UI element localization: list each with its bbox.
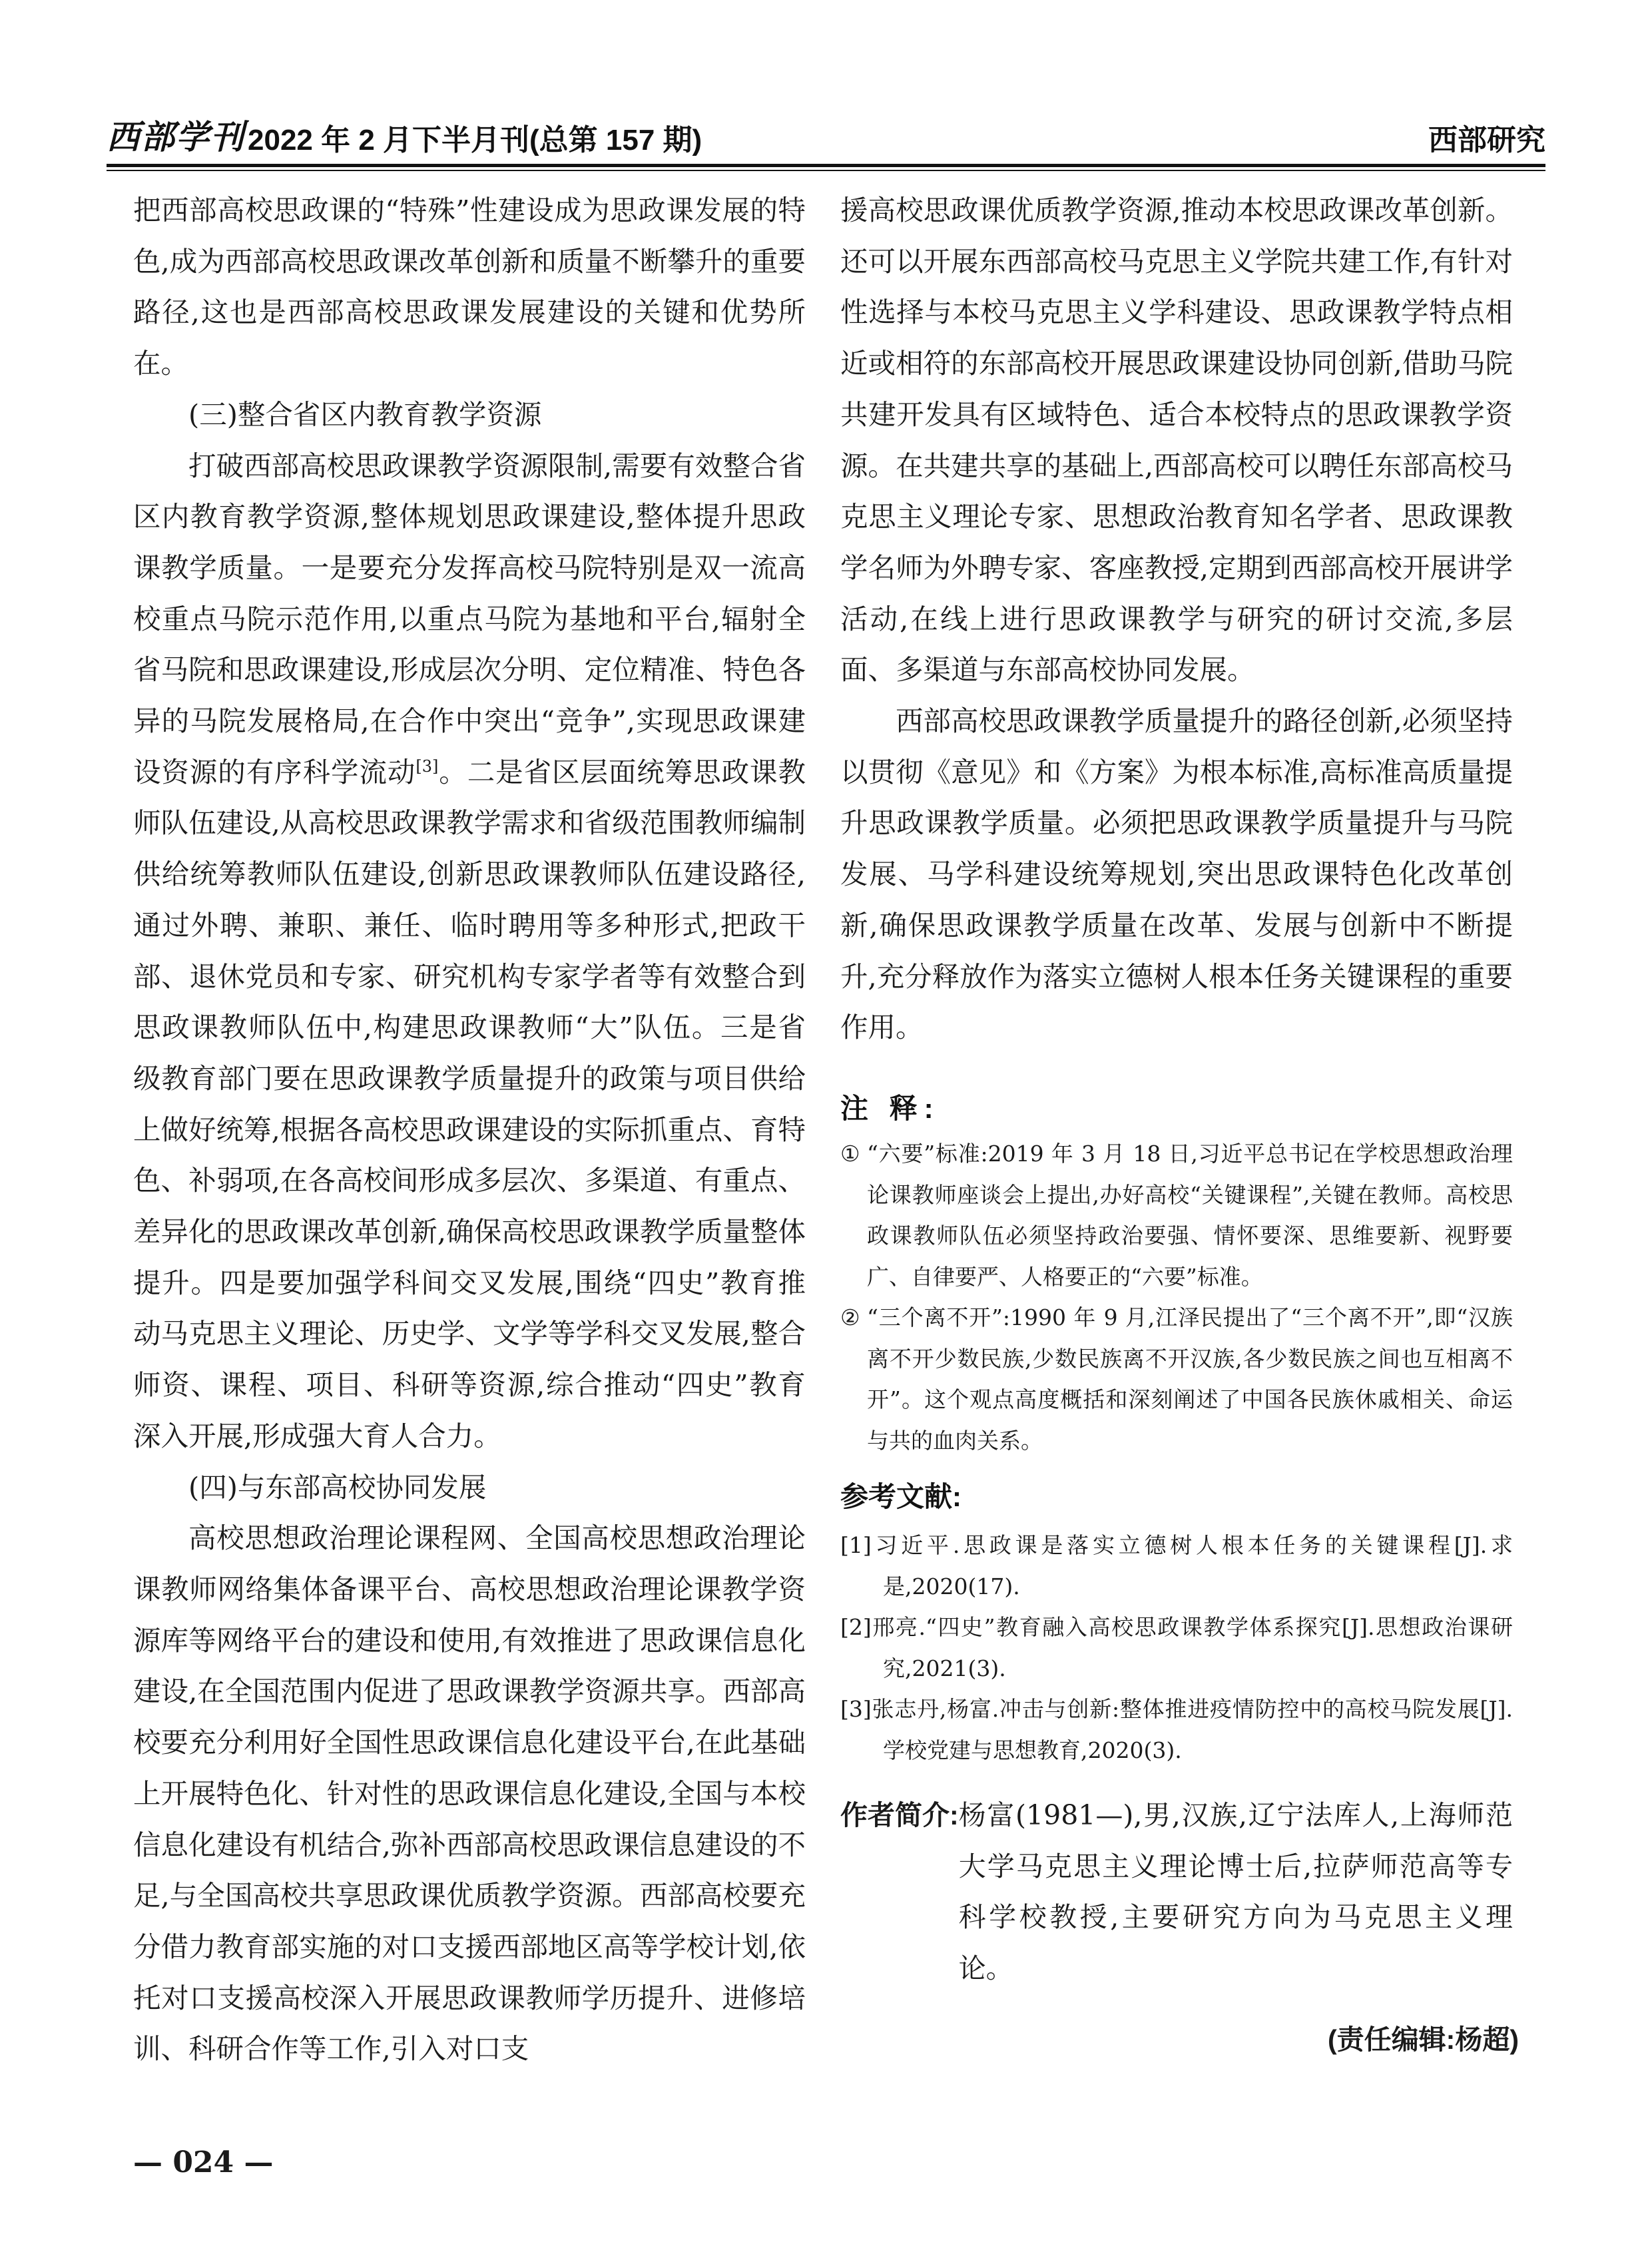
author-text: 杨富(1981—),男,汉族,辽宁法库人,上海师范大学马克思主义理论博士后,拉萨师范高等专科学校教授,主要研究方向为马克思主义理论。 [958, 1799, 1513, 1985]
page-header [107, 112, 1545, 158]
header-rule-thin [107, 170, 1545, 171]
author-label: 作者简介: [840, 1800, 959, 1830]
paragraph-integrate-resources [133, 441, 806, 1462]
page-number: — 024 — [133, 2145, 274, 2179]
note-marker: ① [840, 1141, 860, 1167]
left-column [133, 185, 806, 2075]
note-text: “六要”标准:2019 年 3 月 18 日,习近平总书记在学校思想政治理论课教师座谈会上提出,办好高校“关键课程”,关键在教师。高校思政课教师队伍必须坚持政治要强、情怀要深、思维要新、视野要广、自律要严、人格要正的“六要”标准。 [867, 1141, 1513, 1290]
reference-item: [2]邢亮.“四史”教育融入高校思政课教学体系探究[J].思想政治课研究,2021(3). [840, 1614, 1513, 1681]
author-bio [840, 1790, 1513, 1994]
paragraph-text-a: 打破西部高校思政课教学资源限制,需要有效整合省区内教育教学资源,整体规划思政课建设,整体提升思政课教学质量。一是要充分发挥高校马院特别是双一流高校重点马院示范作用,以重点马院为基地和平台,辐射全省马院和思政课建设,形成层次分明、定位精准、特色各异的马院发展格局,在合作中突出“竞争”,实现思政课建设资源的有序科学流动 [133, 449, 806, 788]
reference-item: [3]张志丹,杨富.冲击与创新:整体推进疫情防控中的高校马院发展[J].学校党建与思想教育,2020(3). [840, 1696, 1513, 1763]
note-text: “三个离不开”:1990 年 9 月,江泽民提出了“三个离不开”,即“汉族离不开少数民族,少数民族离不开汉族,各少数民族之间也互相离不开”。这个观点高度概括和深刻阐述了中国各民族休戚相关、命运与共的血肉关系。 [867, 1304, 1513, 1454]
issue-info: 2022 年 2 月下半月刊(总第 157 期) [248, 124, 702, 156]
paragraph-continued-right: 援高校思政课优质教学资源,推动本校思政课改革创新。还可以开展东西部高校马克思主义学院共建工作,有针对性选择与本校马克思主义学科建设、思政课教学特点相近或相符的东部高校开展思政课建设协同创新,借助马院共建开发具有区域特色、适合本校特点的思政课教学资源。在共建共享的基础上,西部高校可以聘任东部高校马克思主义理论专家、思想政治教育知名学者、思政课教学名师为外聘专家、客座教授,定期到西部高校开展讲学活动,在线上进行思政课教学与研究的研讨交流,多层面、多渠道与东部高校协同发展。 [840, 194, 1513, 687]
right-column [840, 185, 1513, 1053]
subheading-4: (四)与东部高校协同发展 [188, 1470, 487, 1504]
paragraph-east-collaboration: 高校思想政治理论课程网、全国高校思想政治理论课教师网络集体备课平台、高校思想政治理论课教学资源库等网络平台的建设和使用,有效推进了思政课信息化建设,在全国范围内促进了思政课教学资源共享。西部高校要充分利用好全国性思政课信息化建设平台,在此基础上开展特色化、针对性的思政课信息化建设,全国与本校信息化建设有机结合,弥补西部高校思政课信息建设的不足,与全国高校共享思政课优质教学资源。西部高校要充分借力教育部实施的对口支援西部地区高等学校计划,依托对口支援高校深入开展思政课教师学历提升、进修培训、科研合作等工作,引入对口支 [133, 1522, 806, 2066]
note-item [840, 1297, 1513, 1461]
subheading-3: (三)整合省区内教育教学资源 [188, 398, 542, 431]
references-list [840, 1525, 1513, 1771]
header-rule-thick [107, 164, 1545, 167]
reference-item: [1]习近平.思政课是落实立德树人根本任务的关键课程[J].求是,2020(17). [840, 1532, 1513, 1599]
section-title: 西部研究 [1428, 124, 1545, 156]
note-marker: ② [840, 1304, 860, 1330]
note-item [840, 1133, 1513, 1297]
paragraph-conclusion: 西部高校思政课教学质量提升的路径创新,必须坚持以贯彻《意见》和《方案》为根本标准,高标准高质量提升思政课教学质量。必须把思政课教学质量提升与马院发展、马学科建设统筹规划,突出思政课特色化改革创新,确保思政课教学质量在改革、发展与创新中不断提升,充分释放作为落实立德树人根本任务关键课程的重要作用。 [840, 704, 1513, 1044]
references-title: 参考文献: [840, 1481, 962, 1512]
journal-logo: 西部学刊 [107, 117, 245, 156]
notes-list [840, 1133, 1513, 1461]
responsible-editor: (责任编辑:杨超) [1328, 2024, 1519, 2055]
notes-title: 注 释: [840, 1093, 940, 1124]
paragraph-continued: 把西部高校思政课的“特殊”性建设成为思政课发展的特色,成为西部高校思政课改革创新和质量不断攀升的重要路径,这也是西部高校思政课发展建设的关键和优势所在。 [133, 194, 806, 380]
paragraph-text-b: 。二是省区层面统筹思政课教师队伍建设,从高校思政课教学需求和省级范围教师编制供给统筹教师队伍建设,创新思政课教师队伍建设路径,通过外聘、兼职、兼任、临时聘用等多种形式,把政干部、退休党员和专家、研究机构专家学者等有效整合到思政课教师队伍中,构建思政课教师“大”队伍。三是省级教育部门要在思政课教学质量提升的政策与项目供给上做好统筹,根据各高校思政课建设的实际抓重点、育特色、补弱项,在各高校间形成多层次、多渠道、有重点、差异化的思政课改革创新,确保高校思政课教学质量整体提升。四是要加强学科间交叉发展,围绕“四史”教育推动马克思主义理论、历史学、文学等学科交叉发展,整合师资、课程、项目、科研等资源,综合推动“四史”教育深入开展,形成强大育人合力。 [133, 755, 806, 1452]
citation-3: [3] [415, 756, 439, 776]
header-left [107, 111, 702, 158]
